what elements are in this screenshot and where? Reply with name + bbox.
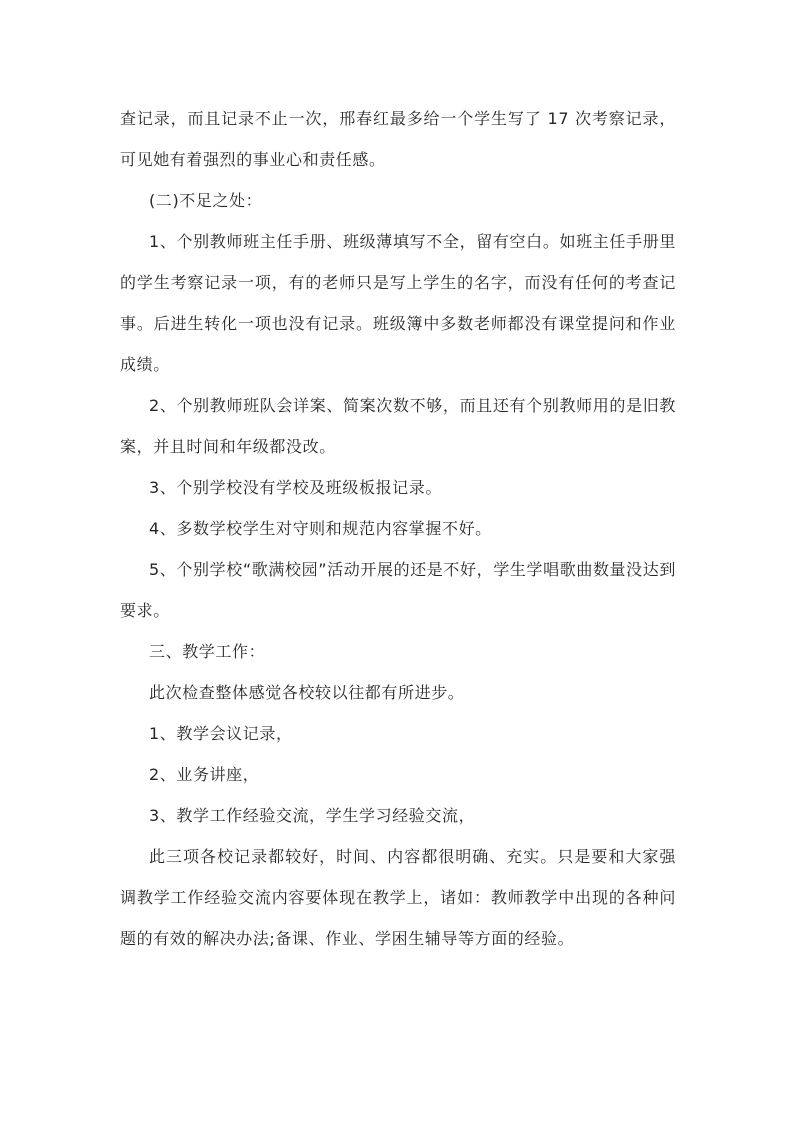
section-heading-teaching-work: 三、教学工作：: [149, 642, 266, 661]
section-heading-shortcomings: (二)不足之处：: [149, 191, 263, 210]
paragraph-shortcoming-3: 3、个别学校没有学校及班级板报记录。: [149, 478, 442, 497]
paragraph-shortcoming-2: 2、个别教师班队会详案、简案次数不够，而且还有个别教师用的是旧教案，并且时间和年级都没改。: [120, 396, 676, 456]
paragraph-shortcoming-1: 1、个别教师班主任手册、班级薄填写不全，留有空白。如班主任手册里的学生考察记录一项，有的老师只是写上学生的名字，而没有任何的考查记事。后进生转化一项也没有记录。班级簿中多数老师都没有课堂提问和作业成绩。: [120, 232, 676, 374]
paragraph-teaching-item-3: 3、教学工作经验交流，学生学习经验交流，: [149, 806, 476, 825]
paragraph-teaching-summary: 此次检查整体感觉各校较以往都有所进步。: [149, 683, 465, 702]
paragraph-shortcoming-5: 5、个别学校“歌满校园”活动开展的还是不好，学生学唱歌曲数量没达到要求。: [120, 560, 676, 620]
paragraph-continuation: 查记录，而且记录不止一次，邢春红最多给一个学生写了 17 次考察记录，可见她有着强烈的事业心和责任感。: [120, 109, 676, 169]
paragraph-teaching-conclusion: 此三项各校记录都较好，时间、内容都很明确、充实。只是要和大家强调教学工作经验交流内容要体现在教学上，诸如：教师教学中出现的各种问题的有效的解决办法;备课、作业、学困生辅导等方面的经验。: [120, 847, 676, 948]
paragraph-teaching-item-1: 1、教学会议记录，: [149, 724, 293, 743]
paragraph-teaching-item-2: 2、业务讲座，: [149, 765, 260, 784]
document-body: [120, 98, 676, 959]
paragraph-shortcoming-4: 4、多数学校学生对守则和规范内容掌握不好。: [149, 519, 492, 538]
